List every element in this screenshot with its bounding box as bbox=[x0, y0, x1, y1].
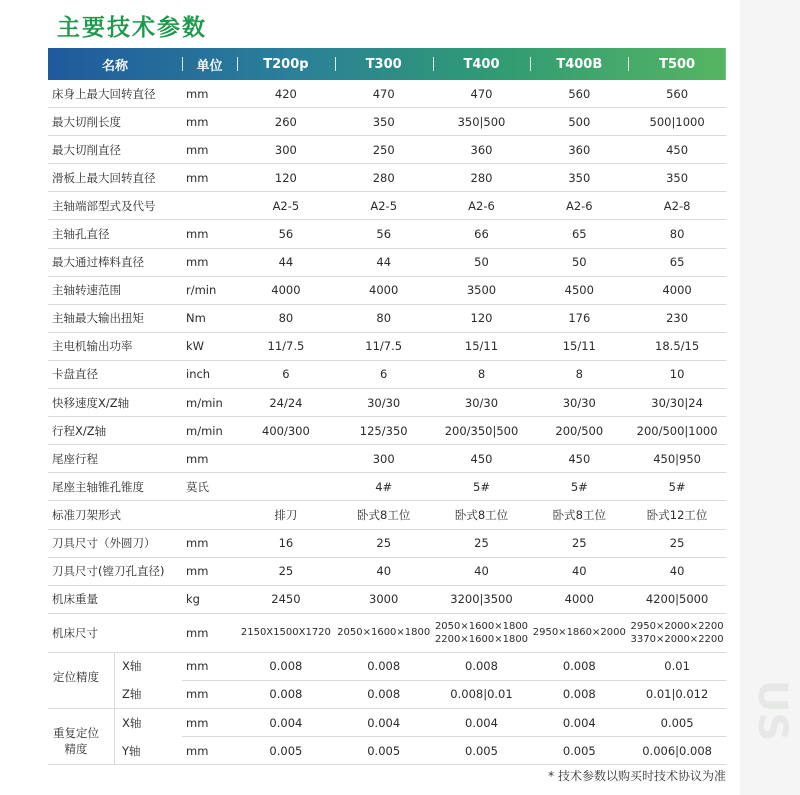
param-value: 560 bbox=[628, 80, 726, 108]
param-value: 卧式12工位 bbox=[628, 501, 726, 529]
param-value: 350|500 bbox=[433, 108, 531, 136]
param-value: 25 bbox=[335, 529, 433, 557]
param-value: 50 bbox=[530, 248, 628, 276]
param-value: 450 bbox=[628, 136, 726, 164]
param-value: 2150X1500X1720 bbox=[237, 613, 335, 652]
param-name: 尾座行程 bbox=[48, 445, 182, 473]
param-value: 300 bbox=[335, 445, 433, 473]
param-value bbox=[237, 445, 335, 473]
param-value: 300 bbox=[237, 136, 335, 164]
param-name: 主轴转速范围 bbox=[48, 276, 182, 304]
param-value: 24/24 bbox=[237, 389, 335, 417]
table-row bbox=[48, 737, 726, 765]
param-value: 25 bbox=[628, 529, 726, 557]
param-value: 500|1000 bbox=[628, 108, 726, 136]
param-name: 刀具尺寸（外圆刀） bbox=[48, 529, 182, 557]
param-value bbox=[237, 473, 335, 501]
param-value: 0.008 bbox=[335, 680, 433, 708]
param-value: 3500 bbox=[433, 276, 531, 304]
param-unit: mm bbox=[182, 737, 237, 765]
header-model: T400 bbox=[433, 48, 531, 80]
param-value: 0.004 bbox=[530, 708, 628, 736]
param-value: 2950×2000×2200 3370×2000×2200 bbox=[628, 613, 726, 652]
param-value: 66 bbox=[433, 220, 531, 248]
param-value: 3200|3500 bbox=[433, 585, 531, 613]
param-unit: mm bbox=[182, 680, 237, 708]
param-unit: m/min bbox=[182, 417, 237, 445]
param-name: 滑板上最大回转直径 bbox=[48, 164, 182, 192]
group-divider bbox=[114, 709, 115, 737]
param-value: 30/30 bbox=[530, 389, 628, 417]
group-divider bbox=[114, 653, 115, 681]
param-value: 56 bbox=[237, 220, 335, 248]
param-value: 卧式8工位 bbox=[433, 501, 531, 529]
param-value: 0.004 bbox=[237, 708, 335, 736]
param-value: 4000 bbox=[335, 276, 433, 304]
param-value: 8 bbox=[530, 360, 628, 388]
param-value: 30/30 bbox=[433, 389, 531, 417]
param-value: 80 bbox=[237, 304, 335, 332]
param-value: 0.008 bbox=[530, 652, 628, 680]
header-model: T300 bbox=[335, 48, 433, 80]
param-value: 200/500 bbox=[530, 417, 628, 445]
param-unit: r/min bbox=[182, 276, 237, 304]
param-value: 0.01 bbox=[628, 652, 726, 680]
param-name: 主轴最大输出扭矩 bbox=[48, 304, 182, 332]
axis-label: X轴 bbox=[122, 715, 142, 730]
param-unit: mm bbox=[182, 80, 237, 108]
param-value: A2-5 bbox=[335, 192, 433, 220]
table-row bbox=[48, 585, 726, 613]
header-unit: 单位 bbox=[182, 48, 237, 80]
param-value: 120 bbox=[433, 304, 531, 332]
table-row bbox=[48, 164, 726, 192]
param-value: 40 bbox=[530, 557, 628, 585]
param-value: 470 bbox=[433, 80, 531, 108]
param-value: 350 bbox=[628, 164, 726, 192]
param-unit: mm bbox=[182, 164, 237, 192]
param-value: 25 bbox=[237, 557, 335, 585]
param-value: 56 bbox=[335, 220, 433, 248]
param-value: 0.01|0.012 bbox=[628, 680, 726, 708]
param-name: 快移速度X/Z轴 bbox=[48, 389, 182, 417]
param-value: 8 bbox=[433, 360, 531, 388]
param-value: 11/7.5 bbox=[335, 332, 433, 360]
param-unit: mm bbox=[182, 108, 237, 136]
param-value: 0.008 bbox=[237, 680, 335, 708]
param-value: 50 bbox=[433, 248, 531, 276]
param-value: 3000 bbox=[335, 585, 433, 613]
table-row bbox=[48, 557, 726, 585]
param-value: 40 bbox=[628, 557, 726, 585]
param-unit: kW bbox=[182, 332, 237, 360]
table-row bbox=[48, 389, 726, 417]
param-value: 40 bbox=[335, 557, 433, 585]
param-value: 125/350 bbox=[335, 417, 433, 445]
table-row bbox=[48, 80, 726, 108]
param-name: 机床重量 bbox=[48, 585, 182, 613]
param-value: 卧式8工位 bbox=[335, 501, 433, 529]
table-row bbox=[48, 708, 726, 736]
table-row bbox=[48, 613, 726, 652]
param-name: 主轴孔直径 bbox=[48, 220, 182, 248]
param-name: 主电机输出功率 bbox=[48, 332, 182, 360]
param-value: 44 bbox=[335, 248, 433, 276]
param-value: A2-6 bbox=[530, 192, 628, 220]
param-name: 尾座主轴锥孔锥度 bbox=[48, 473, 182, 501]
table-row bbox=[48, 192, 726, 220]
param-value: 200/350|500 bbox=[433, 417, 531, 445]
param-value: 11/7.5 bbox=[237, 332, 335, 360]
param-value: 260 bbox=[237, 108, 335, 136]
param-value: 0.005 bbox=[628, 708, 726, 736]
param-value: 0.008 bbox=[433, 652, 531, 680]
param-value: 0.006|0.008 bbox=[628, 737, 726, 765]
param-value: 30/30 bbox=[335, 389, 433, 417]
table-row bbox=[48, 248, 726, 276]
param-value: 0.008 bbox=[530, 680, 628, 708]
table-body bbox=[48, 80, 726, 765]
param-name: 最大通过棒料直径 bbox=[48, 248, 182, 276]
param-value: 280 bbox=[433, 164, 531, 192]
param-name: 最大切削长度 bbox=[48, 108, 182, 136]
table-row bbox=[48, 332, 726, 360]
param-value: 2050×1600×1800 2200×1600×1800 bbox=[433, 613, 531, 652]
table-header-row bbox=[48, 48, 726, 80]
param-value: 450|950 bbox=[628, 445, 726, 473]
param-unit bbox=[182, 501, 237, 529]
param-value: 6 bbox=[335, 360, 433, 388]
table-row bbox=[48, 652, 726, 680]
param-value: 450 bbox=[530, 445, 628, 473]
param-value: 80 bbox=[335, 304, 433, 332]
param-value: 2450 bbox=[237, 585, 335, 613]
table-row bbox=[48, 220, 726, 248]
param-value: 4200|5000 bbox=[628, 585, 726, 613]
param-value: 4# bbox=[335, 473, 433, 501]
table-row bbox=[48, 445, 726, 473]
param-unit: m/min bbox=[182, 389, 237, 417]
param-value: 卧式8工位 bbox=[530, 501, 628, 529]
table-row bbox=[48, 680, 726, 708]
table-row bbox=[48, 529, 726, 557]
param-value: 500 bbox=[530, 108, 628, 136]
group-divider bbox=[114, 737, 115, 765]
param-unit: mm bbox=[182, 652, 237, 680]
group-divider bbox=[114, 681, 115, 709]
page-title: 主要技术参数 bbox=[57, 15, 207, 41]
param-value: 40 bbox=[433, 557, 531, 585]
accuracy-name-cell bbox=[48, 652, 182, 684]
param-unit: inch bbox=[182, 360, 237, 388]
param-unit: mm bbox=[182, 613, 237, 652]
param-value: 0.005 bbox=[530, 737, 628, 765]
param-value: 排刀 bbox=[237, 501, 335, 529]
param-value: 2050×1600×1800 bbox=[335, 613, 433, 652]
param-name: 行程X/Z轴 bbox=[48, 417, 182, 445]
param-name: 刀具尺寸(镗刀孔直径) bbox=[48, 557, 182, 585]
header-name: 名称 bbox=[101, 58, 128, 74]
param-value: 15/11 bbox=[433, 332, 531, 360]
table-row bbox=[48, 417, 726, 445]
param-value: 5# bbox=[433, 473, 531, 501]
param-value: 0.004 bbox=[335, 708, 433, 736]
repeatability-label: 重复定位精度 bbox=[48, 723, 104, 759]
param-unit: mm bbox=[182, 248, 237, 276]
watermark-logo: US bbox=[749, 680, 795, 742]
param-value: 44 bbox=[237, 248, 335, 276]
param-value: 6 bbox=[237, 360, 335, 388]
header-model: T200p bbox=[237, 48, 335, 80]
param-value: A2-5 bbox=[237, 192, 335, 220]
param-value: A2-6 bbox=[433, 192, 531, 220]
param-value: 200/500|1000 bbox=[628, 417, 726, 445]
table-row bbox=[48, 473, 726, 501]
header-model: T500 bbox=[628, 48, 726, 80]
param-value: 65 bbox=[530, 220, 628, 248]
param-value: 0.005 bbox=[237, 737, 335, 765]
param-name: 机床尺寸 bbox=[48, 613, 182, 652]
param-value: 4000 bbox=[628, 276, 726, 304]
param-value: 280 bbox=[335, 164, 433, 192]
param-value: 18.5/15 bbox=[628, 332, 726, 360]
param-value: 120 bbox=[237, 164, 335, 192]
table-row bbox=[48, 360, 726, 388]
param-value: 470 bbox=[335, 80, 433, 108]
param-name: 主轴端部型式及代号 bbox=[48, 192, 182, 220]
header-model: T400B bbox=[530, 48, 628, 80]
param-value: 250 bbox=[335, 136, 433, 164]
param-value: 0.008|0.01 bbox=[433, 680, 531, 708]
param-unit: mm bbox=[182, 445, 237, 473]
param-value: 0.004 bbox=[433, 708, 531, 736]
param-value: 450 bbox=[433, 445, 531, 473]
table-row bbox=[48, 304, 726, 332]
param-unit: Nm bbox=[182, 304, 237, 332]
param-name: 标准刀架形式 bbox=[48, 501, 182, 529]
param-value: 65 bbox=[628, 248, 726, 276]
axis-label: X轴 bbox=[122, 659, 142, 674]
param-value: 25 bbox=[530, 529, 628, 557]
param-value: 5# bbox=[530, 473, 628, 501]
param-value: 4000 bbox=[237, 276, 335, 304]
table-row bbox=[48, 276, 726, 304]
param-value: 176 bbox=[530, 304, 628, 332]
param-value: 80 bbox=[628, 220, 726, 248]
param-value: 0.008 bbox=[237, 652, 335, 680]
param-value: 5# bbox=[628, 473, 726, 501]
param-unit: mm bbox=[182, 557, 237, 585]
param-unit: 莫氏 bbox=[182, 473, 237, 501]
param-value: 16 bbox=[237, 529, 335, 557]
param-value: 2950×1860×2000 bbox=[530, 613, 628, 652]
param-name: 最大切削直径 bbox=[48, 136, 182, 164]
param-name: 床身上最大回转直径 bbox=[48, 80, 182, 108]
param-value: 15/11 bbox=[530, 332, 628, 360]
spec-table bbox=[48, 48, 726, 765]
param-unit: mm bbox=[182, 529, 237, 557]
table-row bbox=[48, 501, 726, 529]
param-value: A2-8 bbox=[628, 192, 726, 220]
positioning-label: 定位精度 bbox=[48, 667, 104, 687]
param-value: 400/300 bbox=[237, 417, 335, 445]
param-value: 560 bbox=[530, 80, 628, 108]
param-value: 0.005 bbox=[433, 737, 531, 765]
table-row bbox=[48, 108, 726, 136]
param-unit: mm bbox=[182, 136, 237, 164]
param-value: 360 bbox=[530, 136, 628, 164]
param-value: 350 bbox=[530, 164, 628, 192]
param-value: 420 bbox=[237, 80, 335, 108]
param-unit: mm bbox=[182, 220, 237, 248]
param-value: 25 bbox=[433, 529, 531, 557]
param-value: 0.005 bbox=[335, 737, 433, 765]
param-unit: mm bbox=[182, 708, 237, 736]
param-value: 4000 bbox=[530, 585, 628, 613]
axis-label: Y轴 bbox=[122, 743, 141, 758]
param-value: 0.008 bbox=[335, 652, 433, 680]
axis-label: Z轴 bbox=[122, 687, 142, 702]
param-value: 230 bbox=[628, 304, 726, 332]
side-decoration-bar bbox=[740, 0, 800, 795]
param-value: 360 bbox=[433, 136, 531, 164]
param-value: 350 bbox=[335, 108, 433, 136]
table-row bbox=[48, 136, 726, 164]
param-value: 10 bbox=[628, 360, 726, 388]
param-unit: kg bbox=[182, 585, 237, 613]
param-value: 30/30|24 bbox=[628, 389, 726, 417]
param-value: 4500 bbox=[530, 276, 628, 304]
param-unit bbox=[182, 192, 237, 220]
param-name: 卡盘直径 bbox=[48, 360, 182, 388]
footnote: * 技术参数以购买时技术协议为准 bbox=[548, 769, 726, 783]
